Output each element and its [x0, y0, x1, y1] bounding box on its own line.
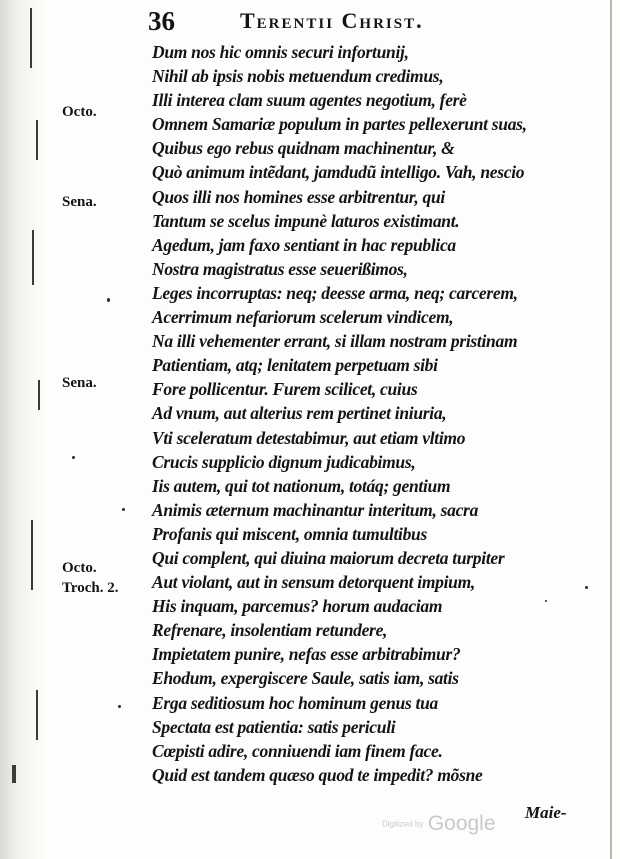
gutter-mark [32, 230, 34, 285]
verse-line: Quibus ego rebus quidnam machinentur, & [152, 138, 455, 159]
verse-line: Leges incorruptas: neq; deesse arma, neq; carcerem, [152, 282, 518, 303]
verse-line: Aut violant, aut in sensum detorquent impium, [152, 572, 475, 593]
margin-note-octo: Octo. [62, 560, 97, 576]
verse-line: Erga seditiosum hoc hominum genus tua [152, 692, 438, 713]
gutter-mark [38, 380, 40, 410]
ink-speck [585, 586, 588, 589]
verse-line: Acerrimum nefariorum scelerum vindicem, [152, 307, 454, 328]
page-edge-line [610, 0, 612, 859]
catchword: Maie- [525, 803, 567, 822]
verse-line: Profanis qui miscent, omnia tumultibus [152, 523, 427, 544]
running-title: Terentii Christ. [240, 8, 424, 33]
verse-line: Qui complent, qui diuina maiorum decreta turpiter [152, 547, 505, 568]
verse-line: Animis æternum machinantur interitum, sacra [152, 499, 479, 520]
digitized-watermark [382, 812, 496, 836]
google-logo: Google [427, 812, 496, 835]
ink-speck [545, 600, 547, 602]
verse-line: Iis autem, qui tot nationum, totáq; gentium [152, 475, 451, 496]
verse-line: Dum nos hic omnis securi infortunij, [152, 42, 409, 62]
verse-line: Agedum, jam faxo sentiant in hac republica [152, 234, 456, 255]
verse-line: His inquam, parcemus? horum audaciam [152, 596, 443, 617]
verse-line: Fore pollicentur. Furem scilicet, cuius [152, 379, 418, 400]
margin-note-octo: Octo. [62, 104, 97, 120]
verse-line: Quò animum intẽdant, jamdudũ intelligo. Vah, nescio [152, 162, 525, 183]
verse-line: Cœpisti adire, conniuendi iam finem face. [152, 740, 443, 761]
verse-line: Ad vnum, aut alterius rem pertinet iniuria, [152, 403, 447, 424]
margin-note-sena: Sena. [62, 194, 97, 210]
verse-line: Refrenare, insolentiam retundere, [152, 620, 388, 641]
verse-line: Na illi vehementer errant, si illam nostram pristinam [152, 331, 518, 352]
verse-line: Illi interea clam suum agentes negotium, ferè [152, 90, 467, 111]
ink-speck [118, 705, 121, 708]
verse-line: Vti sceleratum detestabimur, aut etiam vltimo [152, 427, 466, 448]
verse-line: Nihil ab ipsis nobis metuendum credimus, [152, 66, 444, 87]
ink-speck [72, 456, 75, 459]
ink-speck [122, 508, 125, 511]
verse-line: Tantum se scelus impunè laturos existimant. [152, 210, 460, 231]
verse-line: Quos illi nos homines esse arbitrentur, qui [152, 186, 445, 207]
gutter-mark [31, 520, 33, 590]
page-number: 36 [148, 6, 175, 36]
verse-line: Crucis supplicio dignum judicabimus, [152, 451, 416, 472]
watermark-caption: Digitized by [382, 819, 424, 829]
verse-block [152, 40, 592, 787]
ink-speck [107, 298, 110, 302]
verse-line: Spectata est patientia: satis periculi [152, 716, 396, 737]
verse-line: Quid est tandem quæso quod te impedit? mõsne [152, 764, 483, 785]
gutter-mark [12, 765, 16, 783]
page-header [0, 4, 620, 40]
verse-line: Ehodum, expergiscere Saule, satis iam, satis [152, 668, 459, 689]
margin-note-sena: Sena. [62, 375, 97, 391]
verse-line: Impietatem punire, nefas esse arbitrabimur? [152, 644, 461, 665]
verse-line: Omnem Samariæ populum in partes pellexerunt suas, [152, 114, 527, 135]
verse-line: Patientiam, atq; lenitatem perpetuam sibi [152, 355, 438, 376]
gutter-mark [36, 120, 38, 160]
page-gutter-shadow [0, 0, 46, 859]
gutter-mark [36, 690, 38, 740]
margin-note-trochaic: Troch. 2. [62, 580, 119, 596]
verse-line: Nostra magistratus esse seuerißimos, [152, 258, 408, 279]
